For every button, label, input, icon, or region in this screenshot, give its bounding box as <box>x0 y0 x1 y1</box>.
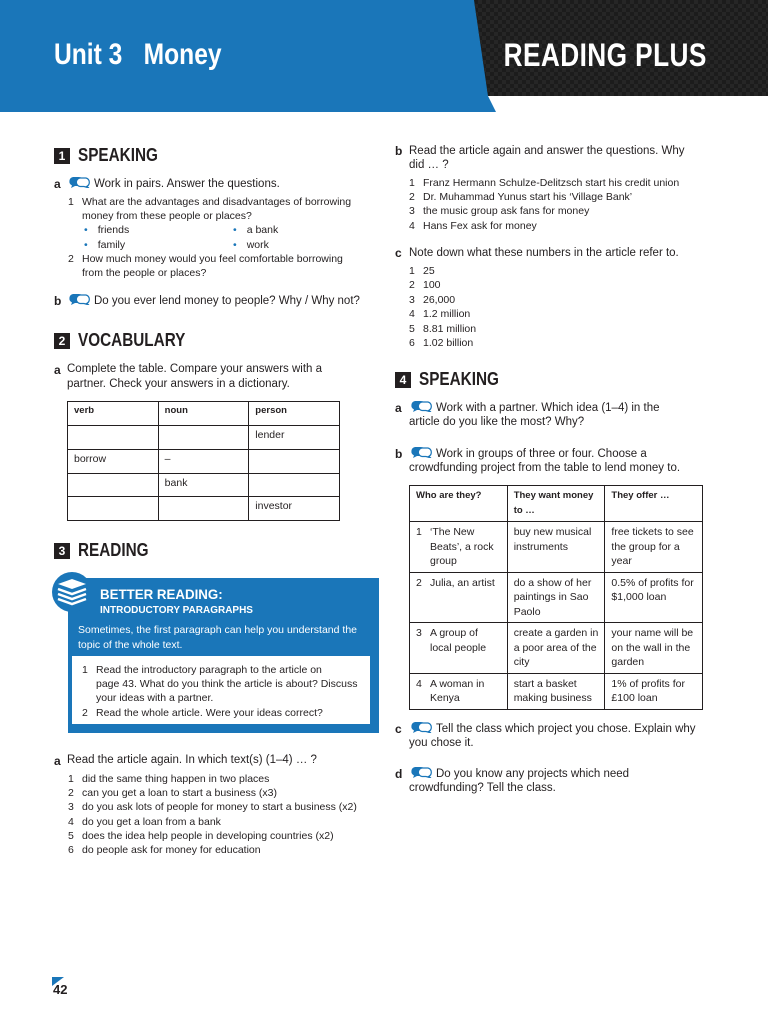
table-cell: investor <box>249 497 340 521</box>
item-text: can you get a loan to start a business (x3) <box>82 787 277 799</box>
exercise-instruction-cont: crowdfunding? Tell the class. <box>409 782 556 794</box>
table-header-cell: They offer … <box>605 486 703 522</box>
item-text: the music group ask fans for money <box>423 205 590 217</box>
table-header-cell: person <box>249 402 340 426</box>
item-number: 2 <box>68 787 74 799</box>
series-title: READING PLUS <box>503 37 707 73</box>
exercise-instruction <box>409 446 647 462</box>
item-number: 6 <box>409 337 415 349</box>
table-cell: do a show of her paintings in Sao Paolo <box>507 572 605 623</box>
item-number: 1 <box>68 773 74 785</box>
table-cell: borrow <box>68 450 159 474</box>
cell-text: ‘The New Beats’, a rock group <box>430 526 494 567</box>
table-cell <box>410 522 508 573</box>
table-header-row <box>410 486 703 522</box>
pair-work-icon <box>409 721 433 733</box>
instruction-text: Do you know any projects which need <box>436 768 630 780</box>
list-item <box>68 815 221 830</box>
section-title: SPEAKING <box>419 369 499 389</box>
item-number: 2 <box>409 191 415 203</box>
bullet-item: • friends <box>84 223 129 238</box>
unit-topic: Money <box>143 38 222 71</box>
item-text: 8.81 million <box>423 323 477 335</box>
table-cell <box>410 572 508 623</box>
row-number: 1 <box>416 526 422 538</box>
item-text: Read the whole article. Were your ideas correct? <box>96 707 323 719</box>
crowdfunding-table <box>409 485 703 710</box>
section-number: 3 <box>54 543 70 559</box>
exercise-label: a <box>54 177 61 191</box>
step-item <box>82 663 322 678</box>
table-cell <box>158 426 249 450</box>
exercise-instruction-cont: crowdfunding project from the table to lend money to. <box>409 462 681 474</box>
exercise-instruction <box>409 766 629 782</box>
table-cell <box>249 450 340 474</box>
vocabulary-table <box>67 401 340 521</box>
table-row <box>410 673 703 709</box>
list-item <box>68 829 334 844</box>
exercise-instruction <box>67 176 280 192</box>
exercise-instruction: Complete the table. Compare your answers with a <box>67 363 323 375</box>
table-cell <box>158 497 249 521</box>
table-header-cell: verb <box>68 402 159 426</box>
list-item <box>409 264 435 279</box>
item-number: 4 <box>68 816 74 828</box>
exercise-instruction-cont: did … ? <box>409 159 449 171</box>
unit-title <box>54 38 222 72</box>
table-row <box>410 522 703 573</box>
step-item-cont: page 43. What do you think the article is about? Discuss <box>96 678 358 690</box>
section-number: 1 <box>54 148 70 164</box>
description-line: topic of the whole text. <box>78 638 183 651</box>
section-title: READING <box>78 540 149 560</box>
item-text: did the same thing happen in two places <box>82 773 270 785</box>
exercise-label: c <box>395 722 402 736</box>
section-heading-reading <box>54 540 161 561</box>
table-cell: 1% of profits for £100 loan <box>605 673 703 709</box>
list-item <box>68 800 357 815</box>
exercise-label: a <box>395 401 402 415</box>
item-number: 2 <box>82 707 88 719</box>
better-reading-description <box>78 623 372 652</box>
page-number: 42 <box>53 982 68 997</box>
table-cell: – <box>158 450 249 474</box>
list-item <box>68 772 269 787</box>
section-number: 2 <box>54 333 70 349</box>
item-text: do people ask for money for education <box>82 844 261 856</box>
list-item <box>68 843 261 858</box>
item-text: Read the introductory paragraph to the article on <box>96 664 322 676</box>
step-item-cont: your ideas with a partner. <box>96 692 214 704</box>
table-cell <box>410 623 508 674</box>
table-row <box>68 497 340 521</box>
list-item <box>409 176 679 191</box>
table-cell: start a basket making business <box>507 673 605 709</box>
instruction-text: Work in pairs. Answer the questions. <box>94 178 280 190</box>
header-divider <box>474 96 768 112</box>
item-number: 1 <box>82 664 88 676</box>
question-item-cont: from the people or places? <box>82 267 207 279</box>
item-number: 5 <box>68 830 74 842</box>
table-cell <box>249 474 340 497</box>
table-header-cell: Who are they? <box>410 486 508 522</box>
section-heading-speaking-1 <box>54 145 172 166</box>
books-icon <box>50 572 96 612</box>
list-item <box>409 204 589 219</box>
item-text: does the idea help people in developing countries (x2) <box>82 830 334 842</box>
question-item <box>68 252 343 267</box>
instruction-text: Work with a partner. Which idea (1–4) in the <box>436 402 660 414</box>
list-item <box>68 786 277 801</box>
exercise-label: c <box>395 246 402 260</box>
exercise-instruction <box>409 400 660 416</box>
exercise-label: a <box>54 754 61 768</box>
table-row <box>410 623 703 674</box>
bullet-item: • a bank <box>233 223 278 238</box>
list-item <box>409 278 441 293</box>
pair-work-icon <box>409 446 433 458</box>
table-cell: create a garden in a poor area of the city <box>507 623 605 674</box>
item-number: 1 <box>68 196 74 208</box>
exercise-label: d <box>395 767 403 781</box>
item-text: Franz Hermann Schulze-Delitzsch start his credit union <box>423 177 680 189</box>
list-item <box>409 219 537 234</box>
item-text: Hans Fex ask for money <box>423 220 537 232</box>
table-row <box>68 426 340 450</box>
section-title: SPEAKING <box>78 145 158 165</box>
table-cell: your name will be on the wall in the garden <box>605 623 703 674</box>
section-number: 4 <box>395 372 411 388</box>
exercise-instruction: Read the article again and answer the questions. Why <box>409 145 685 157</box>
section-title: VOCABULARY <box>78 330 186 350</box>
table-cell: 0.5% of profits for $1,000 loan <box>605 572 703 623</box>
exercise-label: b <box>395 144 403 158</box>
list-item <box>409 307 470 322</box>
table-cell: free tickets to see the group for a year <box>605 522 703 573</box>
cell-text: A woman in Kenya <box>430 677 485 704</box>
row-number: 4 <box>416 677 422 690</box>
item-number: 3 <box>409 294 415 306</box>
list-item <box>409 293 455 308</box>
table-row <box>68 474 340 497</box>
table-row <box>410 572 703 623</box>
section-heading-vocabulary <box>54 330 204 351</box>
exercise-instruction-cont: you chose it. <box>409 737 474 749</box>
exercise-instruction-cont: partner. Check your answers in a dictionary. <box>67 378 290 390</box>
item-number: 2 <box>68 253 74 265</box>
row-number: 2 <box>416 576 422 589</box>
table-cell: bank <box>158 474 249 497</box>
step-item <box>82 706 323 721</box>
instruction-text: Do you ever lend money to people? Why / Why not? <box>94 295 360 307</box>
exercise-instruction: Note down what these numbers in the article refer to. <box>409 247 679 259</box>
table-cell: lender <box>249 426 340 450</box>
exercise-instruction-cont: article do you like the most? Why? <box>409 416 585 428</box>
cell-text: Julia, an artist <box>430 576 495 589</box>
item-number: 4 <box>409 308 415 320</box>
list-item <box>409 336 473 351</box>
table-header-cell: They want money to … <box>507 486 605 522</box>
table-header-cell: noun <box>158 402 249 426</box>
bullet-item: • work <box>233 238 269 253</box>
item-text: do you get a loan from a bank <box>82 816 221 828</box>
pair-work-icon <box>67 293 91 305</box>
table-cell <box>68 497 159 521</box>
item-text: 26,000 <box>423 294 456 306</box>
instruction-text: Tell the class which project you chose. Explain why <box>436 723 696 735</box>
exercise-instruction <box>409 721 696 737</box>
item-text: What are the advantages and disadvantages of borrowing <box>82 196 352 208</box>
description-line: Sometimes, the first paragraph can help you understand the <box>78 624 357 636</box>
better-reading-subtitle: INTRODUCTORY PARAGRAPHS <box>100 605 253 616</box>
pair-work-icon <box>409 400 433 412</box>
item-text: 25 <box>423 265 435 277</box>
table-cell <box>68 474 159 497</box>
item-text: 100 <box>423 279 441 291</box>
table-header-row <box>68 402 340 426</box>
table-row <box>68 450 340 474</box>
item-number: 4 <box>409 220 415 232</box>
exercise-label: b <box>54 294 62 308</box>
exercise-label: b <box>395 447 403 461</box>
better-reading-title: BETTER READING: <box>100 586 223 602</box>
list-item <box>409 190 632 205</box>
instruction-text: Work in groups of three or four. Choose a <box>436 448 647 460</box>
exercise-instruction <box>67 293 360 309</box>
item-text: do you ask lots of people for money to start a business (x2) <box>82 801 357 813</box>
item-number: 1 <box>409 177 415 189</box>
unit-label: Unit 3 <box>54 38 123 71</box>
question-item-cont: money from these people or places? <box>82 210 252 222</box>
item-text: Dr. Muhammad Yunus start his ‘Village Bank’ <box>423 191 633 203</box>
item-number: 6 <box>68 844 74 856</box>
table-cell <box>68 426 159 450</box>
pair-work-icon <box>67 176 91 188</box>
list-item <box>409 322 476 337</box>
item-text: 1.2 million <box>423 308 471 320</box>
item-number: 1 <box>409 265 415 277</box>
table-cell <box>410 673 508 709</box>
exercise-label: a <box>54 363 61 377</box>
row-number: 3 <box>416 627 422 639</box>
item-number: 3 <box>409 205 415 217</box>
cell-text: A group of local people <box>430 627 487 654</box>
item-text: 1.02 billion <box>423 337 474 349</box>
table-cell: buy new musical instruments <box>507 522 605 573</box>
exercise-instruction: Read the article again. In which text(s) (1–4) … ? <box>67 754 317 766</box>
section-heading-speaking-4 <box>395 369 513 390</box>
pair-work-icon <box>409 766 433 778</box>
question-item <box>68 195 351 210</box>
bullet-item: • family <box>84 238 125 253</box>
item-number: 2 <box>409 279 415 291</box>
item-number: 5 <box>409 323 415 335</box>
item-text: How much money would you feel comfortable borrowing <box>82 253 343 265</box>
item-number: 3 <box>68 801 74 813</box>
